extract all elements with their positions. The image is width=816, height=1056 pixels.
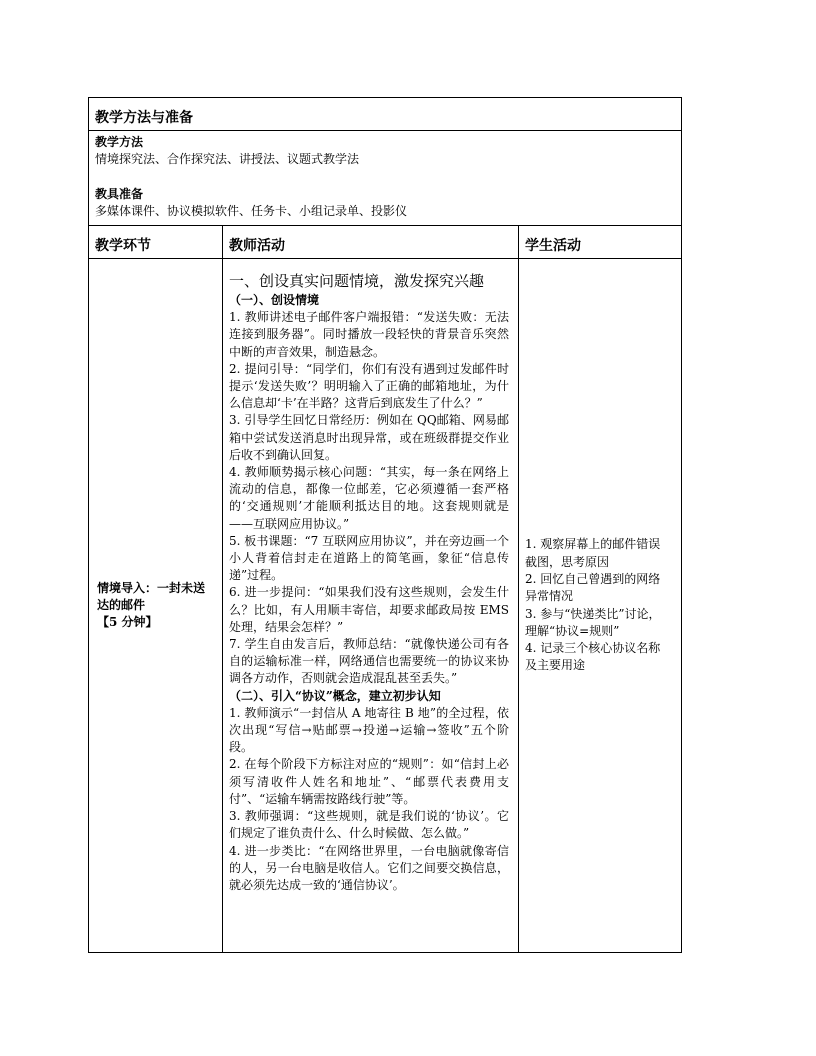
student-item: 3. 参与“快递类比”讨论，理解“协议=规则” xyxy=(525,606,661,638)
column-header-stage: 教学环节 xyxy=(89,226,223,259)
teacher-item: 4. 教师顺势揭示核心问题：“其实，每一条在网络上流动的信息，都像一位邮差，它必须遵循一套严格的‘交通规则’才能顺利抵达目的地。这套规则就是——互联网应用协议。” xyxy=(229,465,509,531)
teacher-main-heading: 一、创设真实问题情境，激发探究兴趣 xyxy=(229,272,485,290)
teacher-subheading-2: （二）、引入“协议”概念，建立初步认知 xyxy=(229,688,441,703)
section-title: 教学方法与准备 xyxy=(89,98,682,131)
teacher-item: 3. 教师强调：“这些规则，就是我们说的‘协议’。它们规定了谁负责什么、什么时候做、怎么做。” xyxy=(229,809,509,841)
lesson-plan-table xyxy=(88,97,682,953)
student-item: 4. 记录三个核心协议名称及主要用途 xyxy=(525,641,661,673)
materials-text: 多媒体课件、协议模拟软件、任务卡、小组记录单、投影仪 xyxy=(95,204,408,219)
teacher-item: 1. 教师演示“一封信从 A 地寄往 B 地”的全过程，依次出现“写信→贴邮票→投递→运输→签收”五个阶段。 xyxy=(229,705,509,755)
section-title-row xyxy=(89,98,682,131)
teacher-item: 4. 进一步类比：“在网络世界里，一台电脑就像寄信的人，另一台电脑是收信人。它们之间要交换信息，就必须先达成一致的‘通信协议’。 xyxy=(229,843,509,892)
teacher-item: 2. 在每个阶段下方标注对应的“规则”：如“信封上必须写清收件人姓名和地址”、“邮票代表费用支付”、“运输车辆需按路线行驶”等。 xyxy=(229,757,509,806)
column-header-row xyxy=(89,226,682,259)
spacer xyxy=(95,169,675,186)
methods-heading: 教学方法 xyxy=(95,135,144,149)
student-item: 2. 回忆自己曾遇到的网络异常情况 xyxy=(525,571,661,604)
methods-text: 情境探究法、合作探究法、讲授法、议题式教学法 xyxy=(95,152,360,167)
student-activity-cell xyxy=(519,259,682,953)
teacher-item: 1. 教师讲述电子邮件客户端报错：“发送失败：无法连接到服务器”。同时播放一段轻快的背景音乐突然中断的声音效果，制造悬念。 xyxy=(229,310,509,359)
preparation-cell xyxy=(89,131,682,226)
stage-cell xyxy=(89,259,223,953)
column-header-teacher: 教师活动 xyxy=(223,226,519,259)
column-header-student: 学生活动 xyxy=(519,226,682,259)
teacher-item: 3. 引导学生回忆日常经历：例如在 QQ邮箱、网易邮箱中尝试发送消息时出现异常，或在班级群提交作业后收不到确认回复。 xyxy=(229,413,509,462)
teacher-item: 6. 进一步提问：“如果我们没有这些规则，会发生什么？比如，有人用顺丰寄信，却要求邮政局按 EMS 处理，结果会怎样？” xyxy=(229,585,509,634)
teacher-subheading-1: （一）、创设情境 xyxy=(229,293,320,307)
activity-row xyxy=(89,259,682,953)
preparation-row xyxy=(89,131,682,226)
stage-duration: 【5 分钟】 xyxy=(97,615,158,629)
stage-title: 情境导入：一封未送达的邮件 xyxy=(97,581,206,612)
teacher-item: 5. 板书课题：“7 互联网应用协议”，并在旁边画一个小人背着信封走在道路上的简笔画，象征“信息传递”过程。 xyxy=(229,533,509,583)
materials-heading: 教具准备 xyxy=(95,186,144,201)
student-item: 1. 观察屏幕上的邮件错误截图，思考原因 xyxy=(525,537,661,569)
teacher-item: 2. 提问引导：“同学们，你们有没有遇到过发邮件时提示‘发送失败’？明明输入了正确的邮箱地址，为什么信息却‘卡’在半路？这背后到底发生了什么？” xyxy=(229,361,509,411)
teacher-item: 7. 学生自由发言后，教师总结：“就像快递公司有各自的运输标准一样，网络通信也需要统一的协议来协调各方动作，否则就会造成混乱甚至丢失。” xyxy=(229,637,509,686)
teacher-activity-cell xyxy=(223,259,519,953)
